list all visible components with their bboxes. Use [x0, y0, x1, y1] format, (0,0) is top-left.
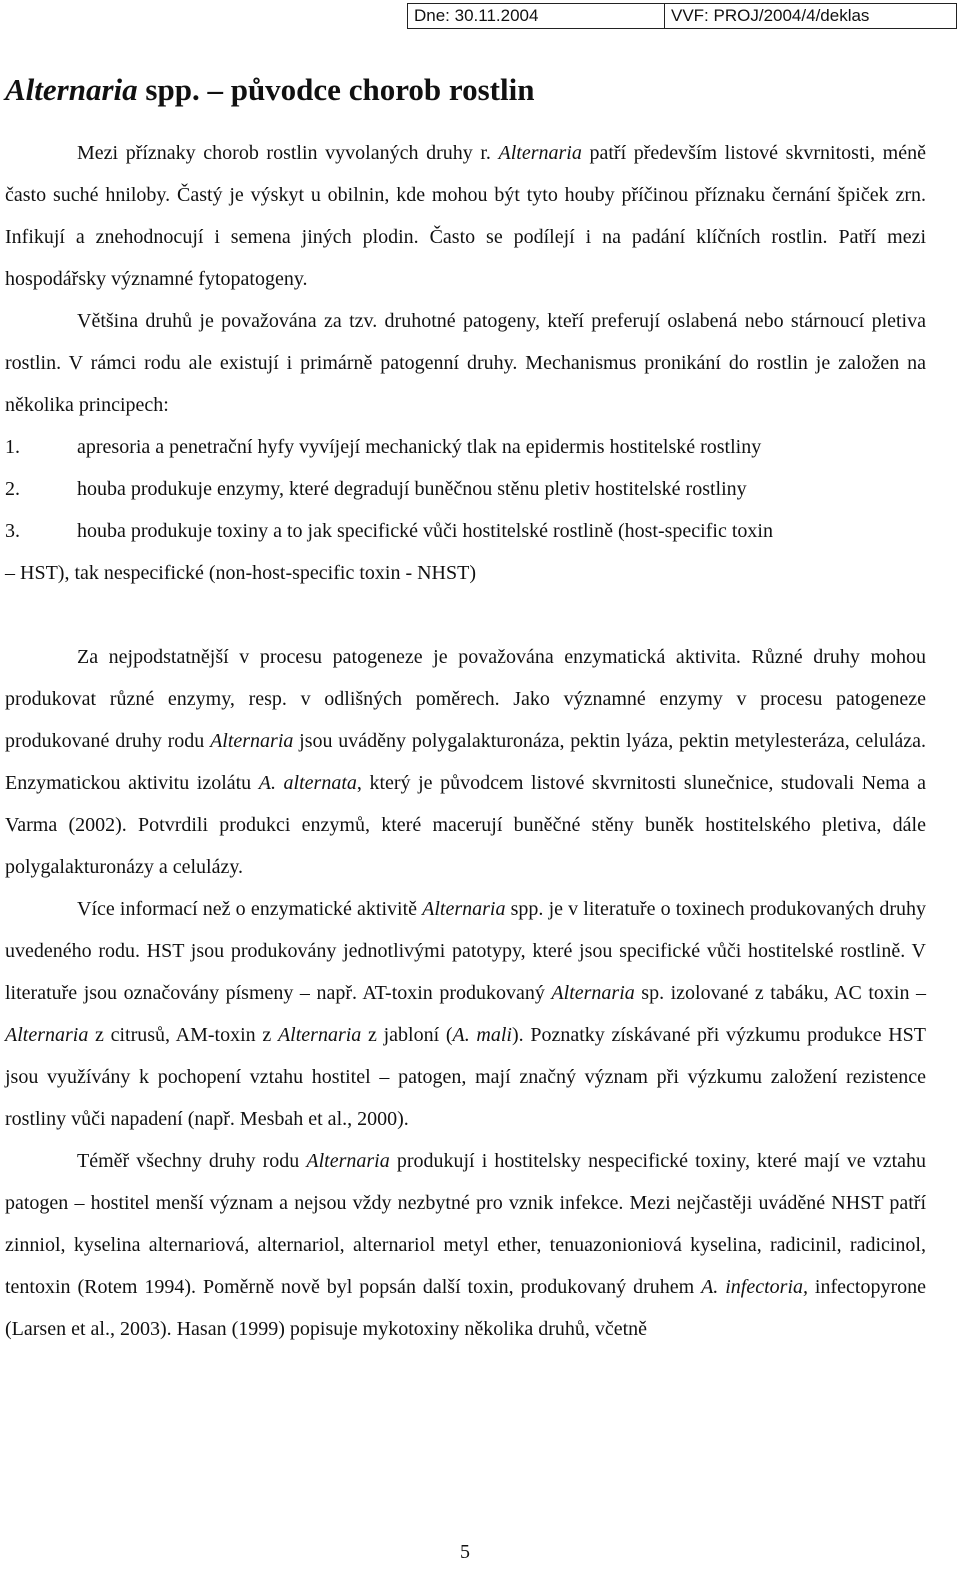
page-title [5, 72, 534, 108]
paragraph-3 [5, 636, 926, 888]
paragraph-5 [5, 1140, 926, 1350]
header-reference: VVF: PROJ/2004/4/deklas [665, 3, 957, 29]
document-body [5, 132, 926, 1350]
paragraph-2: Většina druhů je považována za tzv. druhotné patogeny, kteří preferují oslabená nebo stárnoucí pletiva rostlin. V rámci rodu ale existují i primárně patogenní druhy. Mechanismus pronikání do rostlin je založen na několika principech: [5, 310, 926, 416]
list-text: apresoria a penetrační hyfy vyvíjejí mechanický tlak na epidermis hostitelské rostliny [77, 436, 762, 458]
p1-genus: Alternaria [498, 142, 582, 164]
paragraph-4 [5, 888, 926, 1140]
p4-text-k: ). Poznatky získávané při výzkumu produkce HST jsou využívány k pochopení vztahu hostitel – patogen, mají značný význam při výzkumu založení rezistence rostliny vůči napadení (např. Mesbah et al., 2000). [5, 1024, 926, 1130]
p4-genus-3: Alternaria [5, 1024, 89, 1046]
p3-text-e: , který je původcem listové skvrnitosti slunečnice, studovali Nema a Varma (2002). Potvrdili produkci enzymů, které macerují buněčné stěny buněk hostitelského pletiva, dále polygalakturonázy a celulázy. [5, 772, 927, 878]
list-item [5, 426, 926, 468]
p4-text-a: Více informací než o enzymatické aktivitě [77, 898, 423, 920]
p5-genus: Alternaria [306, 1150, 390, 1172]
list-item [5, 468, 926, 510]
spacer [5, 594, 926, 636]
p4-text-g: z citrusů, AM-toxin z [88, 1024, 278, 1046]
paragraph-1 [5, 132, 926, 300]
header-date: Dne: 30.11.2004 [407, 3, 665, 29]
title-genus: Alternaria [5, 72, 138, 107]
p3-text-c: jsou uváděny polygalakturonáza, pektin lyáza, pektin metylesteráza, celuláza. Enzymatickou aktivitu izolátu [5, 730, 927, 794]
p4-text-e: sp. izolované z tabáku, AC toxin – [634, 982, 926, 1004]
p4-genus-4: Alternaria [277, 1024, 362, 1046]
p5-species: A. infectoria, [701, 1276, 808, 1298]
list-number: 1. [5, 436, 20, 458]
list-number: 2. [5, 478, 20, 500]
list-continuation: – HST), tak nespecifické (non-host-specific toxin - NHST) [5, 562, 476, 584]
p5-text-e: infectopyrone (Larsen et al., 2003). Hasan (1999) popisuje mykotoxiny několika druhů, včetně [5, 1276, 926, 1340]
p1-text-c: patří především listové skvrnitosti, méně často suché hniloby. Častý je výskyt u obilnin, kde mohou být tyto houby příčinou příznaku černání špiček zrn. Infikují a znehodnocují i semena jiných plodin. Často se podílejí i na padání klíčních rostlin. Patří mezi hospodářsky významné fytopatogeny. [5, 142, 926, 290]
list-item [5, 510, 926, 552]
list-number: 3. [5, 520, 20, 542]
p4-text-i: z jabloní ( [361, 1024, 453, 1046]
p3-text-a: Za nejpodstatnější v procesu patogeneze je považována enzymatická aktivita. Různé druhy mohou produkovat různé enzymy, resp. v odlišných poměrech. Jako významné enzymy v procesu patogeneze produkované druhy rodu [5, 646, 926, 752]
p4-genus: Alternaria [422, 898, 506, 920]
p4-text-c: spp. je v literatuře o toxinech produkovaných druhy uvedeného rodu. HST jsou produkovány jednotlivými patotypy, které jsou specifické vůči hostitelské rostlině. V literatuře jsou označovány písmeny – např. AT-toxin produkovaný [5, 898, 926, 1004]
p4-species: A. mali [452, 1024, 512, 1046]
p3-species: A. alternata [258, 772, 357, 794]
list-text: houba produkuje enzymy, které degradují buněčnou stěnu pletiv hostitelské rostliny [77, 478, 747, 500]
p4-genus-2: Alternaria [551, 982, 635, 1004]
document-header [407, 3, 957, 29]
list-text: houba produkuje toxiny a to jak specifické vůči hostitelské rostlině (host-specific toxin [77, 520, 773, 542]
p3-genus: Alternaria [210, 730, 294, 752]
p1-text-a: Mezi příznaky chorob rostlin vyvolaných druhy r. [77, 142, 499, 164]
p5-text-c: produkují i hostitelsky nespecifické toxiny, které mají ve vztahu patogen – hostitel menší význam a nejsou vždy nezbytné pro vznik infekce. Mezi nejčastěji uváděné NHST patří zinniol, kyselina alternariová, alternariol, alternariol metyl ether, tenuazonioniová kyselina, radicinil, radicinol, tentoxin (Rotem 1994). Poměrně nově byl popsán další toxin, produkovaný druhem [5, 1150, 927, 1298]
title-rest: spp. – původce chorob rostlin [137, 72, 535, 107]
page-number: 5 [460, 1541, 470, 1563]
p5-text-a: Téměř všechny druhy rodu [77, 1150, 307, 1172]
